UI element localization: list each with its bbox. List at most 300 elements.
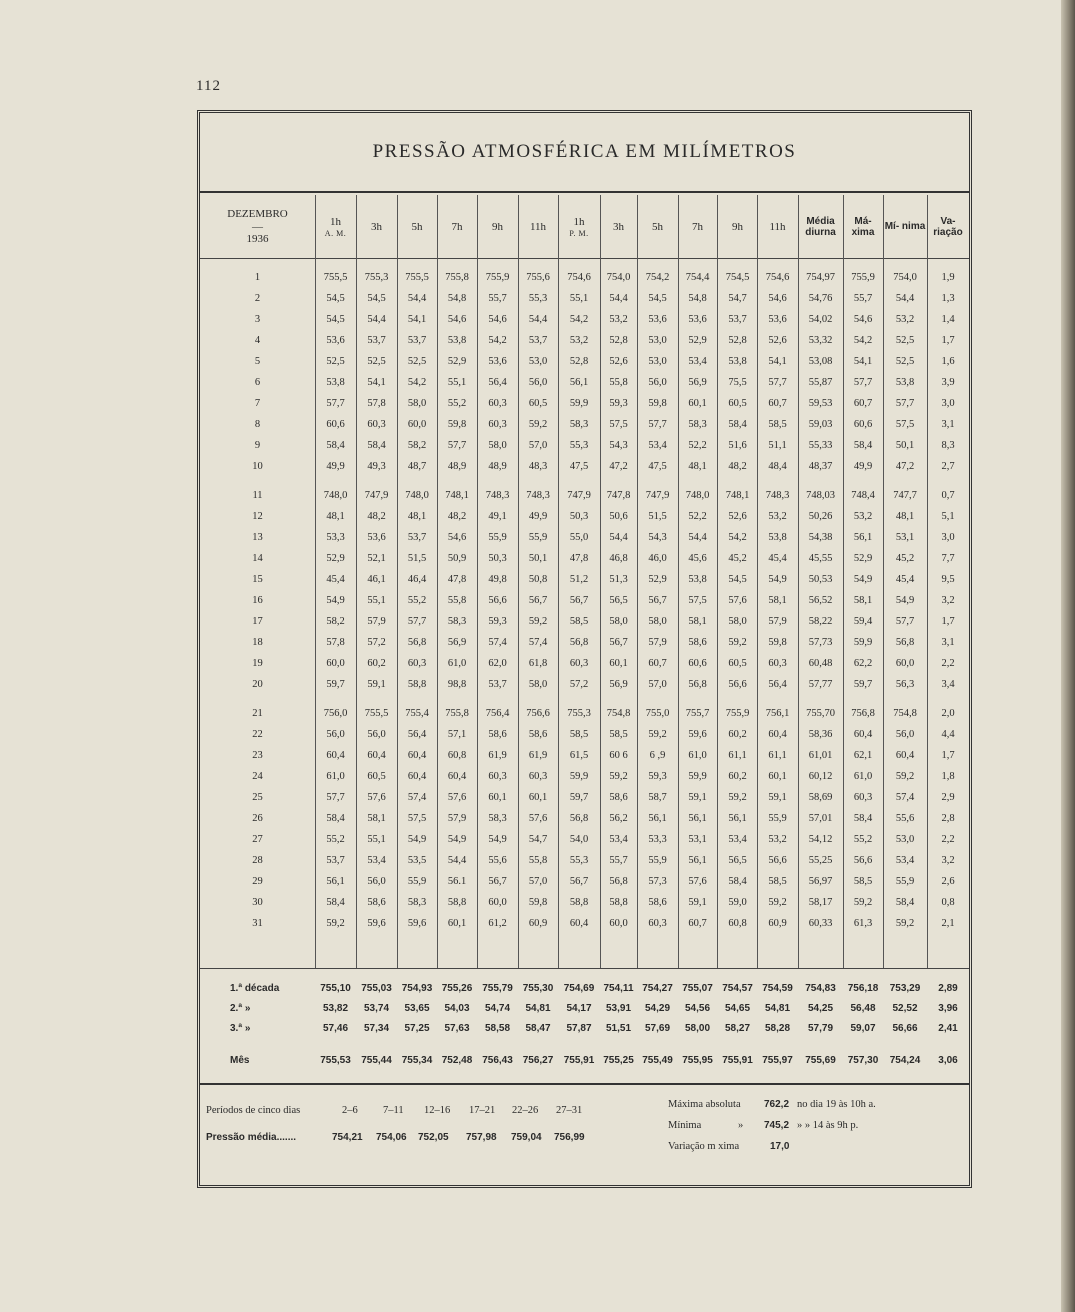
pressure-value: 52,5 xyxy=(407,356,427,367)
pressure-value: 51,5 xyxy=(648,511,667,522)
pressure-value: 54,9 xyxy=(407,834,427,845)
pressure-value: 54,6 xyxy=(853,314,873,325)
pressure-value: 54,6 xyxy=(768,293,787,304)
summary-label: Mês xyxy=(230,1054,250,1066)
pressure-value: 57,9 xyxy=(367,616,386,627)
pressure-value: 2,9 xyxy=(941,792,955,803)
pressure-value: 50,3 xyxy=(488,553,507,564)
pressure-value: 53,1 xyxy=(688,834,707,845)
pressure-value: 54,4 xyxy=(688,532,707,543)
period-range: 12–16 xyxy=(424,1105,451,1116)
pressure-value: 58,3 xyxy=(407,897,427,908)
pressure-value: 53,4 xyxy=(728,834,747,845)
header-hour xyxy=(356,195,397,259)
pressure-value: 60,0 xyxy=(326,658,345,669)
pressure-value: 54,38 xyxy=(808,532,833,543)
pressure-value: 55,9 xyxy=(895,876,915,887)
summary-row xyxy=(200,1050,969,1070)
table-row xyxy=(200,787,969,808)
pressure-value: 53,7 xyxy=(326,855,345,866)
summary-value: 755,91 xyxy=(722,1054,753,1066)
header-hour-label: 1h xyxy=(573,216,585,229)
pressure-value: 4,4 xyxy=(941,729,955,740)
pressure-value: 754,8 xyxy=(606,708,631,719)
pressure-value: 3,9 xyxy=(941,377,955,388)
pressure-value: 59,9 xyxy=(569,398,589,409)
pressure-value: 57,5 xyxy=(688,595,707,606)
table-row xyxy=(200,548,969,569)
pressure-value: 48,1 xyxy=(688,461,707,472)
pressure-value: 53,6 xyxy=(367,532,386,543)
min-when: » » 14 às 9h p. xyxy=(797,1120,859,1131)
pressure-value: 53,4 xyxy=(895,855,915,866)
pressure-value: 61,9 xyxy=(528,750,548,761)
pressure-value: 53,7 xyxy=(528,335,548,346)
summary-value: 54,81 xyxy=(764,1002,791,1014)
pressure-value: 54,76 xyxy=(808,293,833,304)
page-binding-edge xyxy=(1061,0,1075,1312)
pressure-value: 53,8 xyxy=(326,377,345,388)
day-number: 18 xyxy=(252,637,263,648)
header-month: DEZEMBRO xyxy=(227,208,288,221)
pressure-value: 56,7 xyxy=(488,876,507,887)
summary-value: 756,27 xyxy=(522,1054,554,1066)
pressure-value: 48,9 xyxy=(488,461,507,472)
pressure-value: 756,0 xyxy=(323,708,348,719)
pressure-value: 59,1 xyxy=(768,792,787,803)
pressure-value: 755,9 xyxy=(725,708,750,719)
pressure-value: 57,5 xyxy=(407,813,427,824)
pressure-value: 59,3 xyxy=(648,771,667,782)
pressure-value: 58,69 xyxy=(808,792,833,803)
pressure-value: 51,5 xyxy=(407,553,427,564)
day-number: 27 xyxy=(252,834,263,845)
pressure-value: 54,0 xyxy=(569,834,589,845)
pressure-value: 2,7 xyxy=(941,461,955,472)
pressure-value: 55,3 xyxy=(569,855,589,866)
pressure-value: 57,7 xyxy=(326,792,345,803)
pressure-value: 60,0 xyxy=(895,658,915,669)
pressure-value: 54,4 xyxy=(609,293,628,304)
pressure-value: 748,3 xyxy=(526,490,550,501)
pressure-value: 57,9 xyxy=(768,616,787,627)
pressure-value: 60,9 xyxy=(768,918,787,929)
header-hour-label: 5h xyxy=(411,220,423,233)
pressure-value: 53,2 xyxy=(895,314,915,325)
pressure-value: 53,7 xyxy=(407,532,427,543)
header-hour xyxy=(637,195,678,259)
pressure-value: 54,9 xyxy=(768,574,787,585)
pressure-value: 55,1 xyxy=(367,834,386,845)
pressure-value: 755,4 xyxy=(405,708,429,719)
pressure-value: 57,6 xyxy=(728,595,747,606)
summary-value: 755,49 xyxy=(642,1054,673,1066)
day-number: 6 xyxy=(254,377,261,388)
table-row xyxy=(200,808,969,829)
pressure-value: 748,3 xyxy=(485,490,510,501)
pressure-value: 755,70 xyxy=(806,708,835,719)
day-number: 23 xyxy=(252,750,263,761)
pressure-value: 59,7 xyxy=(326,679,345,690)
pressure-value: 57,2 xyxy=(569,679,589,690)
pressure-value: 47,8 xyxy=(569,553,589,564)
day-number: 21 xyxy=(252,708,263,719)
pressure-value: 748,1 xyxy=(725,490,750,501)
pressure-value: 56,7 xyxy=(569,595,589,606)
pressure-value: 60,1 xyxy=(447,918,467,929)
summary-row xyxy=(200,1018,969,1038)
pressure-value: 54,9 xyxy=(326,595,345,606)
pressure-value: 60,3 xyxy=(407,658,427,669)
period-range: 7–11 xyxy=(383,1105,404,1116)
pressure-value: 56,0 xyxy=(326,729,345,740)
pressure-value: 57,4 xyxy=(895,792,915,803)
header-hour xyxy=(678,195,717,259)
pressure-value: 58,6 xyxy=(367,897,386,908)
summary-value: 57,79 xyxy=(807,1022,834,1034)
pressure-value: 53,4 xyxy=(609,834,628,845)
pressure-value: 53,2 xyxy=(853,511,873,522)
pressure-value: 59,9 xyxy=(853,637,873,648)
summary-value: 755,79 xyxy=(482,982,513,994)
pressure-value: 59,2 xyxy=(853,897,873,908)
pressure-value: 55,1 xyxy=(569,293,589,304)
pressure-value: 46,4 xyxy=(407,574,427,585)
pressure-value: 60,7 xyxy=(768,398,787,409)
day-number: 8 xyxy=(254,419,261,430)
pressure-value: 754,6 xyxy=(567,272,591,283)
header-hour-label: 5h xyxy=(652,220,663,233)
pressure-value: 60,48 xyxy=(808,658,833,669)
pressure-value: 58,0 xyxy=(488,440,507,451)
pressure-value: 58,1 xyxy=(853,595,873,606)
pressure-value: 56,1 xyxy=(648,813,667,824)
mean-pressure-value: 757,98 xyxy=(466,1132,497,1143)
day-number: 26 xyxy=(252,813,263,824)
table-row xyxy=(200,456,969,477)
header-hour-label: 7h xyxy=(451,220,463,233)
pressure-value: 60,2 xyxy=(728,729,747,740)
pressure-value: 48,7 xyxy=(407,461,427,472)
mean-pressure-value: 752,05 xyxy=(418,1132,449,1143)
pressure-value: 45,4 xyxy=(326,574,345,585)
pressure-value: 53,0 xyxy=(528,356,548,367)
periods-label: Períodos de cinco dias xyxy=(206,1105,301,1116)
pressure-value: 59,1 xyxy=(688,897,707,908)
pressure-value: 53,32 xyxy=(808,335,833,346)
pressure-value: 58,0 xyxy=(407,398,427,409)
pressure-value: 61,8 xyxy=(528,658,548,669)
table-row xyxy=(200,288,969,309)
pressure-value: 60,8 xyxy=(447,750,467,761)
pressure-value: 49,3 xyxy=(367,461,386,472)
pressure-value: 57,7 xyxy=(853,377,873,388)
day-number: 10 xyxy=(252,461,263,472)
header-year: 1936 xyxy=(246,233,269,246)
pressure-value: 53,5 xyxy=(407,855,427,866)
summary-value: 54,81 xyxy=(525,1002,551,1014)
pressure-value: 57,5 xyxy=(609,419,628,430)
pressure-value: 53,2 xyxy=(609,314,628,325)
pressure-value: 59,2 xyxy=(728,637,747,648)
pressure-value: 56,7 xyxy=(569,876,589,887)
pressure-value: 53,1 xyxy=(895,532,915,543)
pressure-value: 57,4 xyxy=(488,637,507,648)
pressure-value: 756,1 xyxy=(765,708,790,719)
pressure-value: 60,6 xyxy=(688,658,707,669)
pressure-value: 59,9 xyxy=(688,771,707,782)
summary-value: 54,65 xyxy=(724,1002,751,1014)
pressure-value: 756,8 xyxy=(851,708,875,719)
summary-value: 51,51 xyxy=(605,1022,632,1034)
pressure-value: 755,8 xyxy=(445,272,469,283)
pressure-value: 58,7 xyxy=(648,792,667,803)
pressure-value: 755,9 xyxy=(851,272,875,283)
pressure-value: 50,8 xyxy=(528,574,548,585)
pressure-value: 60,3 xyxy=(528,771,548,782)
pressure-value: 55,9 xyxy=(488,532,507,543)
summary-value: 57,63 xyxy=(444,1022,470,1034)
pressure-value: 53,3 xyxy=(326,532,345,543)
pressure-value: 52,5 xyxy=(895,356,915,367)
table-row xyxy=(200,745,969,766)
pressure-value: 60,4 xyxy=(407,771,427,782)
pressure-value: 45,55 xyxy=(808,553,833,564)
pressure-value: 50,1 xyxy=(528,553,548,564)
summary-value: 57,87 xyxy=(566,1022,592,1034)
table-row xyxy=(200,372,969,393)
pressure-value: 53,0 xyxy=(648,356,667,367)
pressure-value: 54,3 xyxy=(609,440,628,451)
max-variation-value: 17,0 xyxy=(770,1141,790,1152)
summary-value: 59,07 xyxy=(850,1022,876,1034)
pressure-value: 754,4 xyxy=(685,272,710,283)
pressure-value: 59,2 xyxy=(609,771,628,782)
pressure-value: 51,2 xyxy=(569,574,589,585)
header-am: A. M. xyxy=(324,228,347,238)
footer xyxy=(200,1088,969,1183)
pressure-value: 59,2 xyxy=(528,419,548,430)
pressure-value: 53,2 xyxy=(768,834,787,845)
pressure-value: 747,7 xyxy=(893,490,917,501)
pressure-value: 56,0 xyxy=(648,377,667,388)
pressure-value: 52,8 xyxy=(569,356,589,367)
min-ditto: » xyxy=(738,1120,744,1131)
pressure-value: 748,03 xyxy=(806,490,835,501)
pressure-value: 60,5 xyxy=(528,398,548,409)
mean-pressure-label: Pressão média....... xyxy=(206,1132,297,1143)
pressure-value: 747,9 xyxy=(645,490,670,501)
pressure-value: 755,9 xyxy=(485,272,510,283)
pressure-value: 61,0 xyxy=(853,771,873,782)
pressure-value: 57,4 xyxy=(407,792,427,803)
pressure-value: 51,6 xyxy=(728,440,747,451)
pressure-value: 61,5 xyxy=(569,750,589,761)
summary-value: 755,10 xyxy=(320,982,351,994)
pressure-value: 55,6 xyxy=(895,813,915,824)
summary-value: 56,66 xyxy=(892,1022,918,1034)
table-row xyxy=(200,393,969,414)
pressure-value: 59,7 xyxy=(853,679,873,690)
pressure-value: 60,5 xyxy=(367,771,386,782)
summary-value: 755,44 xyxy=(361,1054,392,1066)
summary-value: 755,97 xyxy=(762,1054,793,1066)
pressure-value: 58,0 xyxy=(728,616,747,627)
pressure-value: 52,2 xyxy=(688,511,707,522)
pressure-value: 57,73 xyxy=(808,637,833,648)
header-hour-label: 9h xyxy=(732,220,743,233)
pressure-value: 58,8 xyxy=(569,897,589,908)
pressure-value: 60,1 xyxy=(528,792,548,803)
pressure-value: 60,9 xyxy=(528,918,548,929)
absolute-max-when: no dia 19 às 10h a. xyxy=(797,1099,876,1110)
pressure-value: 54,7 xyxy=(528,834,548,845)
pressure-value: 53,0 xyxy=(648,335,667,346)
pressure-value: 54,5 xyxy=(728,574,747,585)
pressure-value: 755,7 xyxy=(685,708,710,719)
pressure-value: 60,4 xyxy=(326,750,345,761)
pressure-value: 61,0 xyxy=(688,750,707,761)
pressure-value: 49,8 xyxy=(488,574,507,585)
day-number: 14 xyxy=(252,553,263,564)
pressure-value: 58,3 xyxy=(569,419,589,430)
summary-row xyxy=(200,998,969,1018)
pressure-value: 2,2 xyxy=(941,834,955,845)
pressure-value: 59,2 xyxy=(895,771,915,782)
pressure-value: 56,4 xyxy=(488,377,507,388)
pressure-value: 756,6 xyxy=(526,708,550,719)
pressure-value: 45,4 xyxy=(768,553,787,564)
pressure-value: 59,8 xyxy=(768,637,787,648)
day-number: 2 xyxy=(254,293,261,304)
pressure-value: 57,7 xyxy=(895,616,915,627)
pressure-value: 60,4 xyxy=(407,750,427,761)
footer-divider xyxy=(200,1083,969,1085)
pressure-value: 49,1 xyxy=(488,511,507,522)
summary-value: 56,48 xyxy=(850,1002,876,1014)
pressure-value: 50,26 xyxy=(808,511,833,522)
pressure-value: 53,7 xyxy=(488,679,507,690)
pressure-value: 59,2 xyxy=(895,918,915,929)
pressure-value: 58,4 xyxy=(853,813,873,824)
header-hour-label: 1h xyxy=(330,216,341,229)
pressure-value: 754,2 xyxy=(645,272,670,283)
pressure-value: 52,6 xyxy=(728,511,747,522)
pressure-value: 748,0 xyxy=(323,490,348,501)
pressure-value: 55,25 xyxy=(808,855,833,866)
pressure-value: 2,0 xyxy=(941,708,955,719)
pressure-value: 53,2 xyxy=(569,335,589,346)
summary-divider xyxy=(200,968,969,969)
pressure-value: 59,3 xyxy=(609,398,628,409)
pressure-value: 46,0 xyxy=(648,553,667,564)
header-hour-label: 3h xyxy=(371,220,382,233)
pressure-value: 48,1 xyxy=(326,511,345,522)
pressure-value: 53,4 xyxy=(367,855,386,866)
pressure-value: 58,5 xyxy=(768,419,787,430)
table-row xyxy=(200,653,969,674)
pressure-value: 60,1 xyxy=(488,792,507,803)
pressure-value: 1,7 xyxy=(941,750,955,761)
pressure-value: 54,3 xyxy=(648,532,667,543)
table-row xyxy=(200,506,969,527)
pressure-value: 56,0 xyxy=(895,729,915,740)
pressure-value: 59,3 xyxy=(488,616,507,627)
pressure-value: 60,6 xyxy=(326,419,345,430)
pressure-value: 54,5 xyxy=(326,314,345,325)
pressure-value: 60,4 xyxy=(853,729,873,740)
pressure-value: 754,0 xyxy=(606,272,631,283)
pressure-value: 54,4 xyxy=(407,293,427,304)
pressure-value: 58,4 xyxy=(728,876,747,887)
pressure-value: 56,8 xyxy=(895,637,915,648)
pressure-value: 57,0 xyxy=(528,876,548,887)
day-number: 30 xyxy=(252,897,263,908)
pressure-value: 60,3 xyxy=(569,658,589,669)
mean-pressure-value: 756,99 xyxy=(554,1132,585,1143)
pressure-value: 755,0 xyxy=(645,708,670,719)
pressure-value: 49,9 xyxy=(528,511,548,522)
pressure-value: 54,6 xyxy=(447,532,467,543)
table-row xyxy=(200,703,969,724)
summary-value: 753,29 xyxy=(889,982,921,994)
pressure-value: 55,1 xyxy=(367,595,386,606)
pressure-value: 1,8 xyxy=(941,771,955,782)
pressure-value: 3,0 xyxy=(941,398,955,409)
pressure-value: 748,0 xyxy=(685,490,710,501)
pressure-value: 54,4 xyxy=(528,314,548,325)
header-pm: P. M. xyxy=(569,228,589,238)
pressure-value: 60,4 xyxy=(768,729,787,740)
pressure-value: 748,3 xyxy=(765,490,790,501)
header-hour-label: 11h xyxy=(769,220,786,233)
summary-value: 754,83 xyxy=(805,982,836,994)
summary-value: 54,74 xyxy=(484,1002,511,1014)
pressure-value: 57,5 xyxy=(895,419,915,430)
pressure-value: 55,1 xyxy=(447,377,467,388)
pressure-value: 57,7 xyxy=(326,398,345,409)
pressure-value: 62,2 xyxy=(853,658,873,669)
pressure-value: 54,2 xyxy=(407,377,427,388)
summary-label: 2.ª » xyxy=(230,1002,251,1014)
pressure-value: 56,6 xyxy=(728,679,747,690)
pressure-value: 58,6 xyxy=(609,792,628,803)
pressure-value: 52,9 xyxy=(648,574,667,585)
summary-value: 58,00 xyxy=(684,1022,711,1034)
pressure-value: 58,4 xyxy=(326,897,345,908)
pressure-value: 60,3 xyxy=(367,419,386,430)
pressure-value: 50,9 xyxy=(447,553,467,564)
header-hour-label: 7h xyxy=(692,220,703,233)
day-number: 9 xyxy=(254,440,261,451)
pressure-value: 3,4 xyxy=(941,679,955,690)
pressure-value: 53,8 xyxy=(447,335,467,346)
summary-value: 53,65 xyxy=(404,1002,430,1014)
header-maxima: Má- xima xyxy=(851,215,875,238)
pressure-value: 1,7 xyxy=(941,616,955,627)
pressure-value: 57,7 xyxy=(768,377,787,388)
pressure-value: 3,1 xyxy=(941,419,955,430)
table-row xyxy=(200,351,969,372)
pressure-value: 60,1 xyxy=(768,771,787,782)
pressure-value: 61,0 xyxy=(326,771,345,782)
pressure-value: 755,6 xyxy=(526,272,550,283)
pressure-value: 48,1 xyxy=(407,511,427,522)
pressure-value: 57,7 xyxy=(407,616,427,627)
pressure-value: 59,9 xyxy=(569,771,589,782)
pressure-value: 59,1 xyxy=(367,679,386,690)
pressure-value: 55,3 xyxy=(528,293,548,304)
